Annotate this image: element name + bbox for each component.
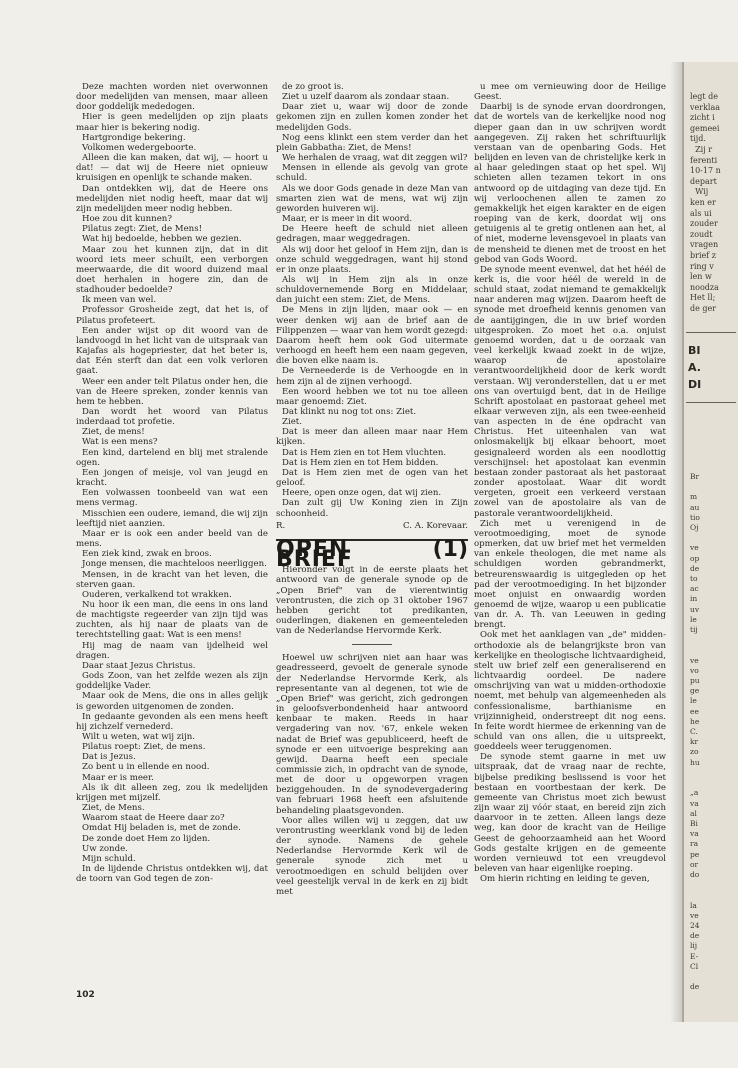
paragraph: Dan zult gij Uw Koning zien in Zijn schoonheid. (276, 498, 468, 519)
paragraph: Jonge mensen, die machteloos neerliggen. (82, 559, 267, 570)
section-divider (352, 644, 392, 645)
gutter-shadow (670, 62, 684, 1022)
paragraph: Hoewel uw schrijven niet aan haar was geadresseerd, gevoelt de generale synode der Nederlandse Hervormde Kerk, als representante van al degenen, tot wie de „Open Brief" was gericht, zich gedrongen in geloofsverbondenheid haar antwoord kenbaar te maken. Reeds in haar vergadering van nov. '67, enkele weken nadat de Brief was gepubliceerd, heeft de synode er een uitvoerige bespreking aan gewijd. Daarna heeft een speciale commissie zich, in opdracht van de synode, met de door u opgeworpen vragen beziggehouden. In de synodevergadering van februari 1968 heeft een afsluitende behandeling plaatsgevonden. (276, 653, 468, 816)
paragraph: Hoe zou dit kunnen? (82, 214, 172, 225)
column-3 (474, 82, 666, 884)
paragraph: Volkomen wedergeboorte. (82, 142, 197, 153)
paragraph: Als ik dit alleen zeg, zou ik medelijden krijgen met mijzelf. (76, 782, 268, 803)
article-heading (276, 536, 468, 573)
paragraph: Dat is Jezus. (82, 752, 136, 763)
paragraph: Zo bent u in ellende en nood. (82, 762, 210, 773)
paragraph: Misschien een oudere, iemand, die wij zijn leeftijd niet aanzien. (76, 508, 268, 529)
paragraph: Een kind, dartelend en blij met stralende ogen. (76, 447, 268, 468)
paragraph: Dat is meer dan alleen maar naar Hem kijken. (276, 427, 468, 448)
paragraph: Dat is Hem zien en tot Hem vluchten. (282, 447, 447, 458)
paragraph: De synode stemt gaarne in met uw uitspraak, dat de vraag naar de rechte, bijbelse prediking beslissend is voor het bestaan en voortbestaan der kerk. De gemeente van Christus moet zich bewust zijn waar zij vóór staat, en bereid zijn zich daarvoor in te zetten. Alleen langs deze weg, kan door de kracht van de Heilige Geest de gehoorzaamheid aan het Woord Gods gestalte krijgen en de gemeente worden vernieuwd tot een vreugdevol beleven van haar eigenlijke roeping. (474, 752, 666, 875)
article-title: OPEN BRIEF (276, 536, 353, 573)
paragraph: Ik meen van wel. (82, 295, 157, 306)
paragraph: Daarbij is de synode ervan doordrongen, dat de wortels van de kerkelijke nood nog dieper gaan dan in uw schrijven wordt aangegeven. Zij raken het schriftuurlijk verstaan van de openbaring Gods. Het belijden en leven van de christelijke kerk in al haar geledingen staat op het spel. Wij schieten allen tezamen tekort in ons antwoord op de uitdaging van deze tijd. En wij verloochenen allen te zamen zo gemakkelijk het eigen karakter en de eigen roeping van de kerk, doordat wij ons getuigenis al te gretig ontlenen aan het, al of niet, moderne levensgevoel in plaats van de mensheid te dienen met de troost en het gebod van Gods Woord. (474, 102, 666, 265)
paragraph: Als wij door het geloof in Hem zijn, dan is onze schuld weggedragen, want hij stond er in onze plaats. (276, 244, 468, 275)
facing-page-heading: BI A. DI (688, 344, 702, 391)
facing-page-edge (682, 62, 738, 1022)
open-brief-text (276, 565, 468, 897)
column-1 (76, 82, 268, 884)
paragraph: Professor Grosheide zegt, dat het is, of Pilatus profeteert. (76, 305, 268, 326)
paragraph: u mee om vernieuwing door de Heilige Geest. (474, 82, 666, 103)
paragraph: De zonde doet Hem zo lijden. (82, 833, 211, 844)
paragraph: Mensen, in de kracht van het leven, die sterven gaan. (76, 569, 268, 590)
facing-page-text-lower: Br m au tio Oj ve op de to ac in uv le tij ve vo pu ge le ee he C. kr zo hu „a va al Bi va ra pe or do la ve 24 de lij E- Cl de (690, 472, 700, 992)
paragraph: Een ziek kind, zwak en broos. (82, 549, 212, 560)
facing-page-rule-top (686, 332, 736, 333)
paragraph: Een volwassen toonbeeld van wat een mens vermag. (76, 488, 268, 509)
paragraph: Omdat Hij beladen is, met de zonde. (82, 823, 241, 834)
paragraph: Alleen die kan maken, dat wij, — hoort u dat! — dat wij de Heere niet opnieuw kruisigen en openlijk te schande maken. (76, 153, 268, 184)
paragraph: Hij mag de naam van ijdelheid wel dragen. (76, 640, 268, 661)
signature-initial: R. (276, 520, 286, 531)
paragraph: Een ander wijst op dit woord van de landvoogd in het licht van de uitspraak van Kajafas als hogepriester, dat het beter is, dat Eén sterft dan dat een volk verloren gaat. (76, 325, 268, 377)
paragraph: De Verneederde is de Verhoogde en in hem zijn al de zijnen verhoogd. (276, 366, 468, 387)
paragraph: Pilatus roept: Ziet, de mens. (82, 742, 206, 753)
paragraph: Om hierin richting en leiding te geven, (480, 874, 650, 885)
sermon-ending (276, 82, 468, 519)
page-number: 102 (76, 990, 95, 1000)
paragraph: Ziet. (282, 417, 302, 428)
paragraph: Maar, er is meer in dit woord. (282, 214, 413, 225)
paragraph: Dan ontdekken wij, dat de Heere ons medelijden niet nodig heeft, maar dat wij zijn medelijden meer nodig hebben. (76, 183, 268, 214)
paragraph: Mensen in ellende als gevolg van grote schuld. (276, 163, 468, 184)
paragraph: Pilatus zegt: Ziet, de Mens! (82, 224, 203, 235)
paragraph: We herhalen de vraag, wat dit zeggen wil? (282, 153, 468, 164)
article-part-number: (1) (432, 536, 468, 562)
paragraph: Ouderen, verkalkend tot wrakken. (82, 589, 232, 600)
paragraph: Een woord hebben we tot nu toe alleen maar genoemd: Ziet. (276, 386, 468, 407)
signature-line (276, 521, 468, 531)
paragraph: Hartgrondige bekering. (82, 132, 186, 143)
signature-author: C. A. Korevaar. (403, 520, 468, 531)
paragraph: Wat is een mens? (82, 437, 158, 448)
facing-page-text-top: legt de verklaa zicht i gemeei tijd. Zij r ferenti 10-17 n depart Wij ken er als ui zouder zoudt vragen brief z ring v len w noodza Het ll; de ger (690, 92, 721, 313)
paragraph: Gods Zoon, van het zelfde wezen als zijn goddelijke Vader. (76, 671, 268, 692)
paragraph: Daar staat Jezus Christus. (82, 660, 196, 671)
paragraph: Maar er is meer. (82, 772, 154, 783)
paragraph: Ziet u uzelf daarom als zondaar staan. (282, 92, 450, 103)
paragraph: Dat is Hem zien en tot Hem bidden. (282, 457, 439, 468)
paragraph: Maar zou het kunnen zijn, dat in dit woord iets meer schuilt, een verborgen meerwaarde, die dit woord duizend maal doet herhalen in hogere zin, dan de stadhouder bedoelde? (76, 244, 268, 296)
paragraph: Daar ziet u, waar wij door de zonde gekomen zijn en zullen komen zonder het medelijden Gods. (276, 102, 468, 133)
paragraph: Dat klinkt nu nog tot ons: Ziet. (282, 407, 417, 417)
paragraph: Mijn schuld. (82, 853, 136, 864)
paragraph: Waarom staat de Heere daar zo? (82, 813, 225, 824)
paragraph: Als wij in Hem zijn als in onze schuldovernemende Borg en Middelaar, dan juicht een stem: Ziet, de Mens. (276, 274, 468, 306)
paragraph: Wilt u weten, wat wij zijn. (82, 732, 195, 742)
column-2 (276, 82, 468, 897)
paragraph: De synode meent evenwel, dat het héél de kerk is, die voor héél de wereld in de schuld staat, zodat niemand te gemakkelijk naar anderen mag wijzen. Daarom heeft de synode met droefheid kennis genomen van de aantijgingen, die in uw brief worden uitgesproken. Zo moet het o.a. onjuist genoemd worden, dat u de oorzaak van veel kerkelijk kwaad zoekt in de wijze, waarop de apostolaire verantwoordelijkheid door de kerk wordt verstaan. Wij veronderstellen, dat u er met ons van overtuigd bent, dat in de Heilige Schrift apostolaat en pastoraat geheel met elkaar verweven zijn, als een twee-eenheid van aspecten in de éne opdracht van Christus. Het uiteenhalen van wat onlosmakelijk bij elkaar behoort, moet gesignaleerd worden als een noodlottig verschijnsel: het apostolaat kan evenmin bestaan zonder pastoraat als het pastoraat zonder apostolaat. Waar dit wordt vergeten, groeit een verkeerd verstaan zowel van de apostolaire als van de pastorale verantwoordelijkheid. (474, 264, 666, 519)
paragraph: Wat hij bedoelde, hebben we gezien. (82, 234, 242, 245)
paragraph: In de lijdende Christus ontdekken wij, dat de toorn van God tegen de zon- (76, 864, 268, 885)
paragraph: de zo groot is. (282, 82, 344, 92)
paragraph: Ook met het aanklagen van „de" midden-orthodoxie als de belangrijkste bron van kerkelijke en theologische lichtvaardigheid, stelt uw brief zelf een generaliserend en lichtvaardig oordeel. De nadere omschrijving van wat u midden-orthodoxie noemt, met behulp van algemeenheden als confessionalisme, barthianisme en vrijzinnigheid, onderstreept dit nog eens. In feite wordt hiermee de erkenning van de schuld van ons allen, die u uitspreekt, goeddeels weer teruggenomen. (474, 630, 666, 753)
paragraph: Hier is geen medelijden op zijn plaats maar hier is bekering nodig. (76, 112, 268, 133)
paragraph: Ziet, de Mens. (82, 803, 145, 814)
facing-page-rule-bottom (686, 402, 736, 403)
paragraph: Uw zonde. (82, 843, 128, 854)
paragraph: Hieronder volgt in de eerste plaats het antwoord van de generale synode op de „Open Brief" van de vierentwintig verontrusten, die zich op 31 oktober 1967 hebben gericht tot predikanten, ouderlingen, diakenen en gemeenteleden van de Nederlandse Hervormde Kerk. (276, 565, 468, 637)
paragraph: Zich met u verenigend in de verootmoediging, moet de synode opmerken, dat uw brief met het vermelden van enkele theologen, die met name als schuldigen worden gebrandmerkt, betreurenswaardig is uitgegleden op het pad der verootmoediging. In het bijzonder moet onjuist en onwaardig worden genoemd de wijze, waarop u een publicatie van dr. A. Th. van Leeuwen in geding brengt. (474, 518, 666, 631)
paragraph: Weer een ander telt Pilatus onder hen, die van de Heere spreken, zonder kennis van hem te hebben. (76, 376, 268, 407)
paragraph: Nu hoor ik een man, die eens in ons land de machtigste regeerder van zijn tijd was zuchten, als hij naar de plaats van de terechtstelling gaat: Wat is een mens! (76, 599, 268, 641)
paragraph: Voor alles willen wij u zeggen, dat uw verontrusting weerklank vond bij de leden der synode. Namens de gehele Nederlandse Hervormde Kerk wil de generale synode zich met u verootmoedigen en schuld belijden over veel geestelijk verval in de kerk en zij bidt met (276, 815, 468, 897)
paragraph: Dan wordt het woord van Pilatus inderdaad tot profetie. (76, 407, 268, 428)
paragraph: Maar er is ook een ander beeld van de mens. (76, 528, 268, 550)
paragraph: Ziet, de mens! (82, 427, 145, 438)
paragraph: Een jongen of meisje, vol van jeugd en kracht. (76, 467, 268, 489)
paragraph: Heere, open onze ogen, dat wij zien. (282, 488, 442, 499)
paragraph: Deze machten worden niet overwonnen door medelijden van mensen, maar alleen door goddelijk mededogen. (76, 82, 268, 113)
paragraph: Als we door Gods genade in deze Man van smarten zien wat de mens, wat wij zijn geworden huiveren wij. (276, 183, 468, 214)
paragraph: Nog eens klinkt een stem verder dan het plein Gabbatha: Ziet, de Mens! (276, 132, 468, 153)
paragraph: De Mens in zijn lijden, maar ook — en weer denken wij aan de brief aan de Filippenzen — waar van hem wordt gezegd: Daarom heeft hem ook God uitermate verhoogd en heeft hem een naam gegeven, die boven elke naam is. (276, 305, 468, 367)
paragraph: Dat is Hem zien met de ogen van het geloof. (276, 467, 468, 489)
paragraph: In gedaante gevonden als een mens heeft hij zichzelf vernederd. (76, 711, 268, 732)
paragraph: De Heere heeft de schuld niet alleen gedragen, maar weggedragen. (276, 224, 468, 245)
paragraph: Maar ook de Mens, die ons in alles gelijk is geworden uitgenomen de zonden. (76, 691, 268, 712)
